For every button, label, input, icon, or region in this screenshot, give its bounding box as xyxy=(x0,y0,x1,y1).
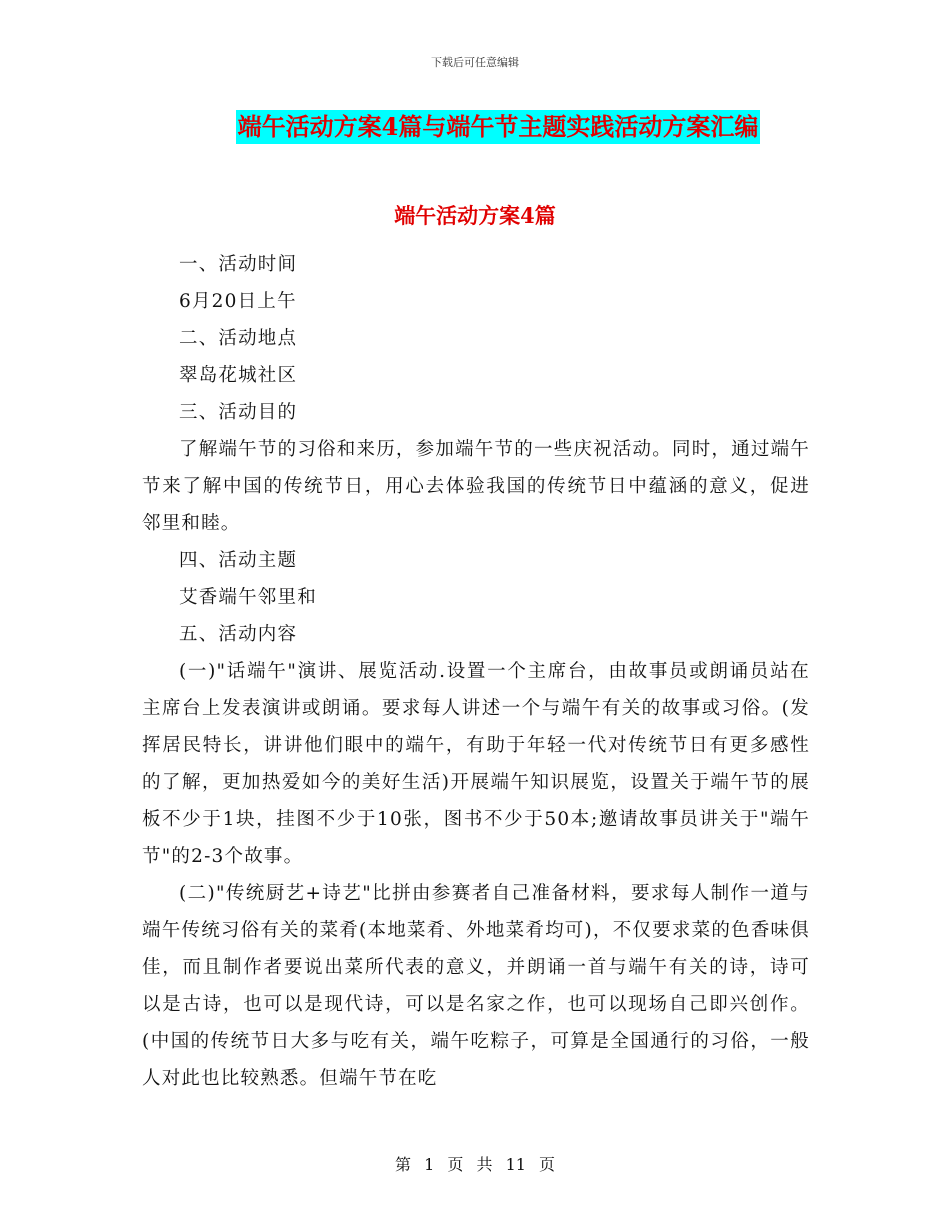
paragraph: 五、活动内容 xyxy=(179,624,298,645)
document-title: 端午活动方案4篇与端午节主题实践活动方案汇编 xyxy=(236,110,761,144)
footer-page-label: 页 xyxy=(447,1155,464,1174)
paragraph: 6月20日上午 xyxy=(179,291,297,312)
paragraph: 三、活动目的 xyxy=(179,402,298,423)
paragraph: 艾香端午邻里和 xyxy=(179,587,317,608)
main-title-container xyxy=(0,110,950,144)
paragraph: 四、活动主题 xyxy=(179,550,298,571)
paragraph: 一、活动时间 xyxy=(179,254,298,275)
footer-page-number: 1 xyxy=(424,1155,435,1174)
footer-total-label: 共 xyxy=(476,1155,493,1174)
paragraph: (二)"传统厨艺+诗艺"比拼由参赛者自己准备材料，要求每人制作一道与端午传统习俗有关的菜肴(本地菜肴、外地菜肴均可)，不仅要求菜的色香味俱佳，而且制作者要说出菜所代表的意义，并朗诵一首与端午有关的诗，诗可以是古诗，也可以是现代诗，可以是名家之作，也可以现场自己即兴创作。(中国的传统节日大多与吃有关，端午吃粽子，可算是全国通行的习俗，一般人对此也比较熟悉。但端午节在吃 xyxy=(142,883,810,1089)
page-header-note: 下载后可任意编辑 xyxy=(431,56,519,69)
paragraph: (一)"话端午"演讲、展览活动.设置一个主席台，由故事员或朗诵员站在主席台上发表演讲或朗诵。要求每人讲述一个与端午有关的故事或习俗。(发挥居民特长，讲讲他们眼中的端午，有助于年轻一代对传统节日有更多感性的了解，更加热爱如今的美好生活)开展端午知识展览，设置关于端午节的展板不少于1块，挂图不少于10张，图书不少于50本;邀请故事员讲关于"端午节"的2-3个故事。 xyxy=(142,661,810,867)
footer-prefix: 第 xyxy=(394,1155,411,1174)
paragraph: 二、活动地点 xyxy=(179,328,298,349)
document-body xyxy=(142,246,810,1097)
footer-suffix: 页 xyxy=(539,1155,556,1174)
paragraph: 翠岛花城社区 xyxy=(179,365,298,386)
footer-total-pages: 11 xyxy=(505,1155,526,1174)
section-title: 端午活动方案4篇 xyxy=(394,203,556,228)
page-footer xyxy=(0,1152,950,1175)
paragraph: 了解端午节的习俗和来历，参加端午节的一些庆祝活动。同时，通过端午节来了解中国的传统节日，用心去体验我国的传统节日中蕴涵的意义，促进邻里和睦。 xyxy=(142,439,810,534)
